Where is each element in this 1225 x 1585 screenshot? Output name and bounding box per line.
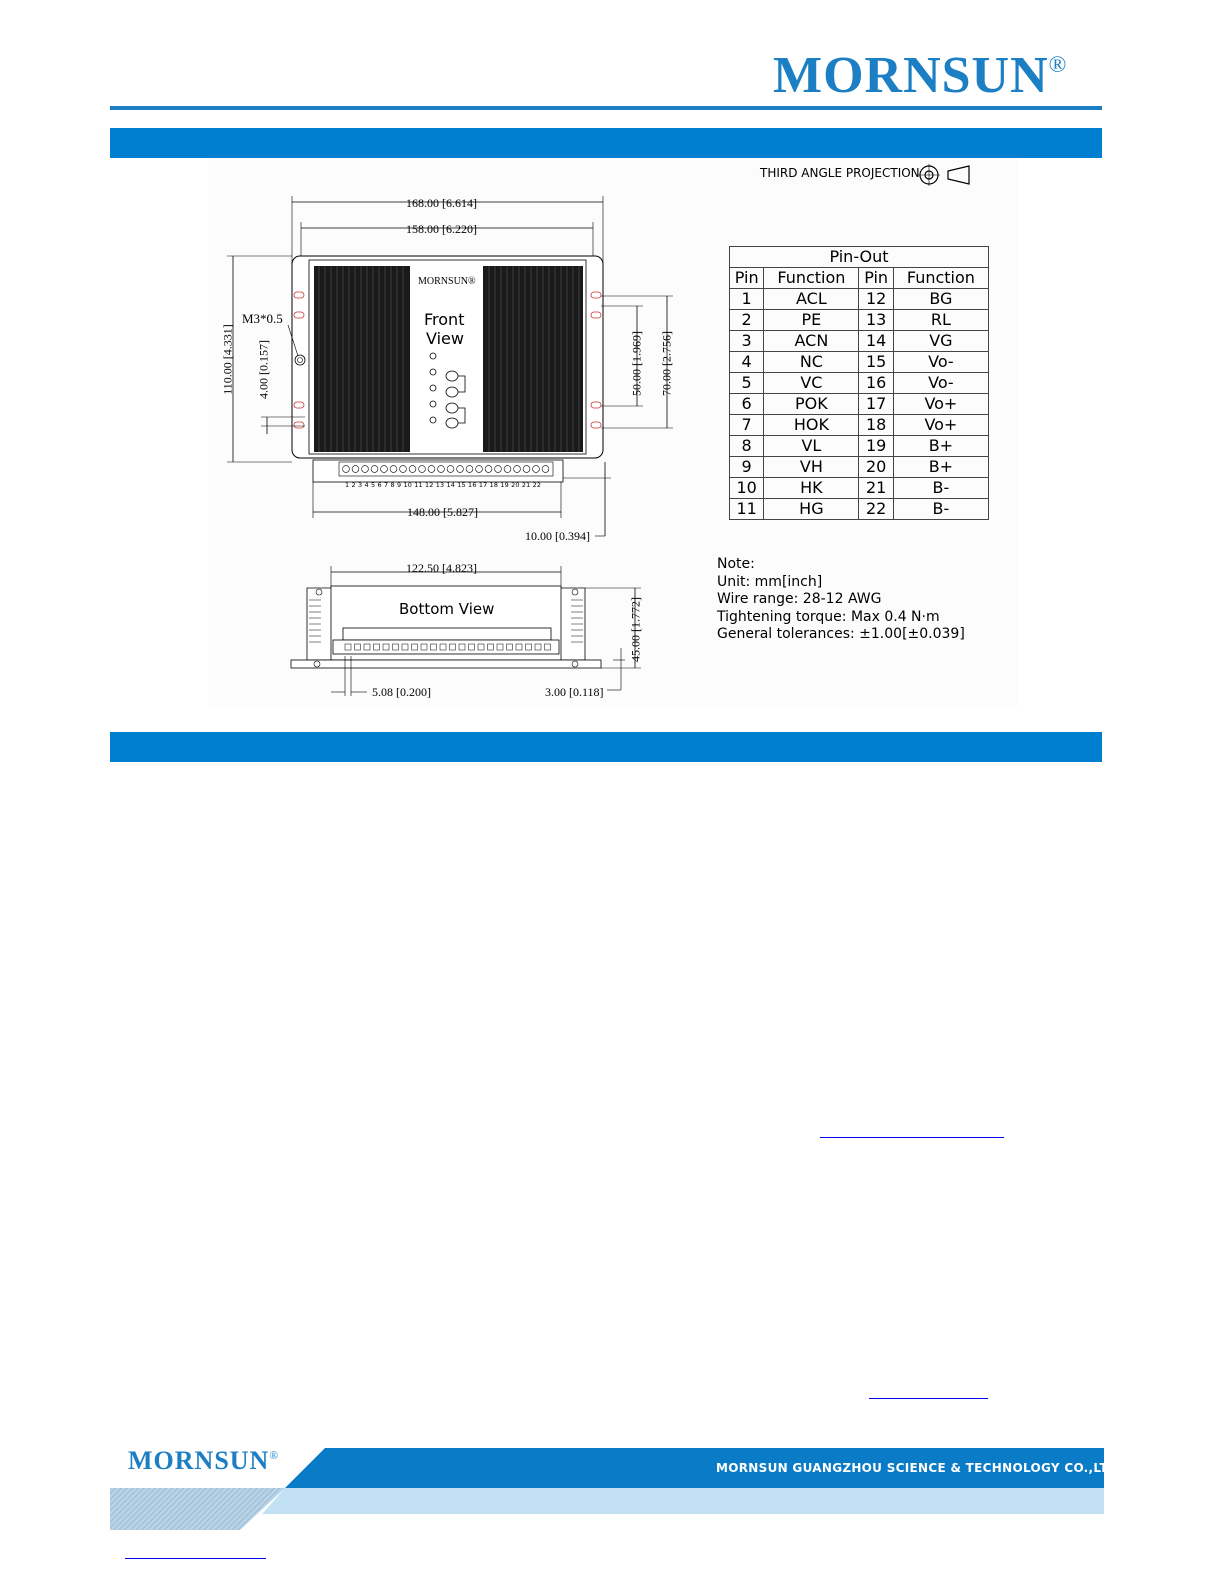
pin-cell: 9 <box>730 457 764 478</box>
section-band-dimensions <box>110 128 1102 158</box>
table-row <box>730 436 989 457</box>
front-view-brand: MORNSUN® <box>418 276 476 287</box>
note-line: Wire range: 28-12 AWG <box>717 591 882 607</box>
header-logo-text: MORNSUN <box>773 47 1049 104</box>
hyperlink-underline[interactable] <box>820 1137 1004 1138</box>
pin-cell: 3 <box>730 331 764 352</box>
pin-cell: 5 <box>730 373 764 394</box>
screw-label: M3*0.5 <box>242 311 283 326</box>
dim-4: 4.00 [0.157] <box>256 340 271 399</box>
footer-logo-text: MORNSUN <box>128 1446 270 1475</box>
pin-cell: 18 <box>859 415 893 436</box>
table-row <box>730 310 989 331</box>
function-cell: HOK <box>764 415 859 436</box>
function-cell: BG <box>893 289 988 310</box>
function-cell: Vo+ <box>893 394 988 415</box>
function-cell: RL <box>893 310 988 331</box>
pin-cell: 19 <box>859 436 893 457</box>
footer-company-name: MORNSUN GUANGZHOU SCIENCE & TECHNOLOGY CO.,LTD. <box>716 1461 1123 1475</box>
note-line: Tightening torque: Max 0.4 N·m <box>717 608 940 625</box>
pinout-table <box>729 246 989 520</box>
bottom-view-drawing <box>285 560 645 705</box>
bottom-view-title: Bottom View <box>399 600 495 618</box>
function-cell: ACN <box>764 331 859 352</box>
pin-cell: 8 <box>730 436 764 457</box>
section-band-notes <box>110 732 1102 762</box>
header-pin: Pin <box>859 268 893 289</box>
hyperlink-underline[interactable] <box>125 1558 266 1559</box>
function-cell: VL <box>764 436 859 457</box>
dim-168: 168.00 [6.614] <box>406 196 477 210</box>
dim-3: 3.00 [0.118] <box>545 685 604 699</box>
registered-mark: ® <box>1048 51 1068 78</box>
dim-508: 5.08 [0.200] <box>372 685 431 699</box>
table-row <box>730 415 989 436</box>
function-cell: Vo- <box>893 352 988 373</box>
dim-122: 122.50 [4.823] <box>406 561 477 575</box>
function-cell: B- <box>893 478 988 499</box>
pin-cell: 14 <box>859 331 893 352</box>
dim-70: 70.00 [2.756] <box>659 331 674 396</box>
function-cell: ACL <box>764 289 859 310</box>
function-cell: B+ <box>893 457 988 478</box>
pinout-header-row <box>730 268 989 289</box>
hyperlink-underline[interactable] <box>869 1398 988 1399</box>
pinout-title: Pin-Out <box>730 247 989 268</box>
pin-cell: 7 <box>730 415 764 436</box>
header-logo <box>773 46 1067 105</box>
function-cell: B- <box>893 499 988 520</box>
projection-label <box>760 166 920 180</box>
note-heading: Note: <box>717 556 755 572</box>
pin-cell: 15 <box>859 352 893 373</box>
pin-cell: 17 <box>859 394 893 415</box>
front-view-title-2: View <box>426 329 464 348</box>
footer-logo <box>128 1446 279 1476</box>
function-cell: HK <box>764 478 859 499</box>
header-pin: Pin <box>730 268 764 289</box>
projection-symbol-icon <box>918 163 972 187</box>
function-cell: NC <box>764 352 859 373</box>
pin-cell: 10 <box>730 478 764 499</box>
table-row <box>730 352 989 373</box>
function-cell: HG <box>764 499 859 520</box>
terminal-numbers: 1 2 3 4 5 6 7 8 9 10 11 12 13 14 15 16 17 18 19 20 21 22 <box>345 481 542 489</box>
registered-mark: ® <box>269 1448 280 1462</box>
pin-cell: 12 <box>859 289 893 310</box>
function-cell: VH <box>764 457 859 478</box>
function-cell: Vo- <box>893 373 988 394</box>
pin-cell: 21 <box>859 478 893 499</box>
dim-148: 148.00 [5.827] <box>407 505 478 519</box>
function-cell: PE <box>764 310 859 331</box>
table-row <box>730 331 989 352</box>
function-cell: POK <box>764 394 859 415</box>
front-view-title-1: Front <box>424 310 465 329</box>
pin-cell: 1 <box>730 289 764 310</box>
function-cell: B+ <box>893 436 988 457</box>
pin-cell: 16 <box>859 373 893 394</box>
table-row <box>730 289 989 310</box>
table-row <box>730 394 989 415</box>
header-function: Function <box>764 268 859 289</box>
header-rule <box>110 106 1102 110</box>
table-row <box>730 478 989 499</box>
note-line: Unit: mm[inch] <box>717 573 823 590</box>
note-line: General tolerances: ±1.00[±0.039] <box>717 626 965 642</box>
pin-cell: 11 <box>730 499 764 520</box>
header-function: Function <box>893 268 988 289</box>
pin-cell: 22 <box>859 499 893 520</box>
projection-text: THIRD ANGLE PROJECTION <box>760 166 920 180</box>
pin-cell: 2 <box>730 310 764 331</box>
pinout-title-row <box>730 247 989 268</box>
function-cell: Vo+ <box>893 415 988 436</box>
dim-10: 10.00 [0.394] <box>525 529 590 543</box>
dim-50: 50.00 [1.969] <box>629 331 644 396</box>
table-row <box>730 499 989 520</box>
pin-cell: 4 <box>730 352 764 373</box>
function-cell: VC <box>764 373 859 394</box>
function-cell: VG <box>893 331 988 352</box>
table-row <box>730 373 989 394</box>
notes-block <box>717 556 965 644</box>
pin-cell: 6 <box>730 394 764 415</box>
dim-158: 158.00 [6.220] <box>406 222 477 236</box>
pin-cell: 20 <box>859 457 893 478</box>
pin-cell: 13 <box>859 310 893 331</box>
dim-45: 45.00 [1.772] <box>628 597 643 662</box>
dim-110: 110.00 [4.331] <box>220 324 235 395</box>
table-row <box>730 457 989 478</box>
